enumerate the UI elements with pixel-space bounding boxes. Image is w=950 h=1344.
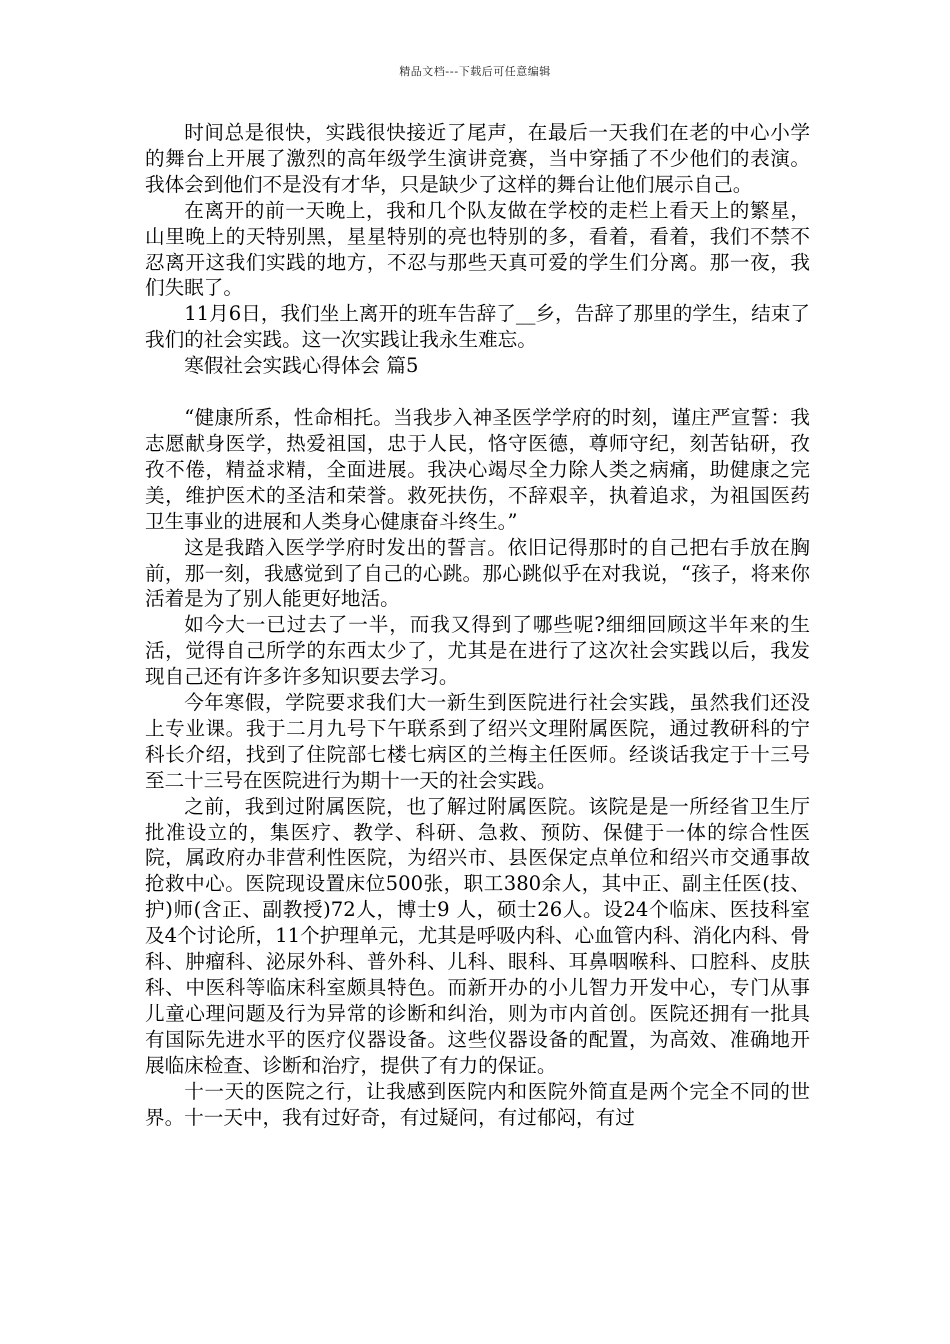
section-heading: 寒假社会实践心得体会 篇5	[184, 354, 419, 378]
paragraph: “健康所系，性命相托。当我步入神圣医学学府的时刻，谨庄严宣誓：我志愿献身医学，热爱祖国，忠于人民，恪守医德，尊师守纪，刻苦钻研，孜孜不倦，精益求精，全面进展。我决心竭尽全力除人类之病痛，助健康之完美，维护医术的圣洁和荣誉。救死扶伤，不辞艰辛，执着追求，为祖国医药卫生事业的进展和人类身心健康奋斗终生。”	[145, 406, 810, 533]
paragraph: 在离开的前一天晚上，我和几个队友做在学校的走栏上看天上的繁星，山里晚上的天特别黑，星星特别的亮也特别的多，看着，看着，我们不禁不忍离开这我们实践的地方，不忍与那些天真可爱的学生们分离。那一夜，我们失眠了。	[145, 198, 810, 300]
page-header: 精品文档---下载后可任意编辑	[399, 65, 551, 78]
paragraph: 如今大一已过去了一半，而我又得到了哪些呢?细细回顾这半年来的生活，觉得自己所学的东西太少了，尤其是在进行了这次社会实践以后，我发现自己还有许多许多知识要去学习。	[145, 613, 810, 689]
paragraph: 时间总是很快，实践很快接近了尾声，在最后一天我们在老的中心小学的舞台上开展了激烈的高年级学生演讲竞赛，当中穿插了不少他们的表演。我体会到他们不是没有才华，只是缺少了这样的舞台让他们展示自己。	[145, 121, 810, 196]
paragraph: 之前，我到过附属医院，也了解过附属医院。该院是是一所经省卫生厅批准设立的，集医疗、教学、科研、急救、预防、保健于一体的综合性医院，属政府办非营利性医院，为绍兴市、县医保定点单位和绍兴市交通事故抢救中心。医院现设置床位500张，职工380余人，其中正、副主任医(技、护)师(含正、副教授)72人，博士9 人，硕士26人。设24个临床、医技科室及4个讨论所，11个护理单元，尤其是呼吸内科、心血管内科、消化内科、骨科、肿瘤科、泌尿外科、普外科、儿科、眼科、耳鼻咽喉科、口腔科、皮肤科、中医科等临床科室颇具特色。而新开办的小儿智力开发中心，专门从事儿童心理问题及行为异常的诊断和纠治，则为市内首创。医院还拥有一批具有国际先进水平的医疗仪器设备。这些仪器设备的配置，为高效、准确地开展临床检查、诊断和治疗，提供了有力的保证。	[145, 794, 810, 1077]
document-body	[145, 120, 810, 1130]
paragraph: 十一天的医院之行，让我感到医院内和医院外简直是两个完全不同的世界。十一天中，我有过好奇，有过疑问，有过郁闷，有过	[145, 1079, 810, 1129]
blank-line	[145, 379, 810, 405]
paragraph: 今年寒假，学院要求我们大一新生到医院进行社会实践，虽然我们还没上专业课。我于二月九号下午联系到了绍兴文理附属医院，通过教研科的宁科长介绍，找到了住院部七楼七病区的兰梅主任医师。经谈话我定于十三号至二十三号在医院进行为期十一天的社会实践。	[145, 691, 810, 792]
paragraph: 11月6日，我们坐上离开的班车告辞了__乡，告辞了那里的学生，结束了我们的社会实践。这一次实践让我永生难忘。	[145, 302, 810, 352]
paragraph: 这是我踏入医学学府时发出的誓言。依旧记得那时的自己把右手放在胸前，那一刻，我感觉到了自己的心跳。那心跳似乎在对我说，“孩子，将来你活着是为了别人能更好地活。	[145, 535, 810, 611]
